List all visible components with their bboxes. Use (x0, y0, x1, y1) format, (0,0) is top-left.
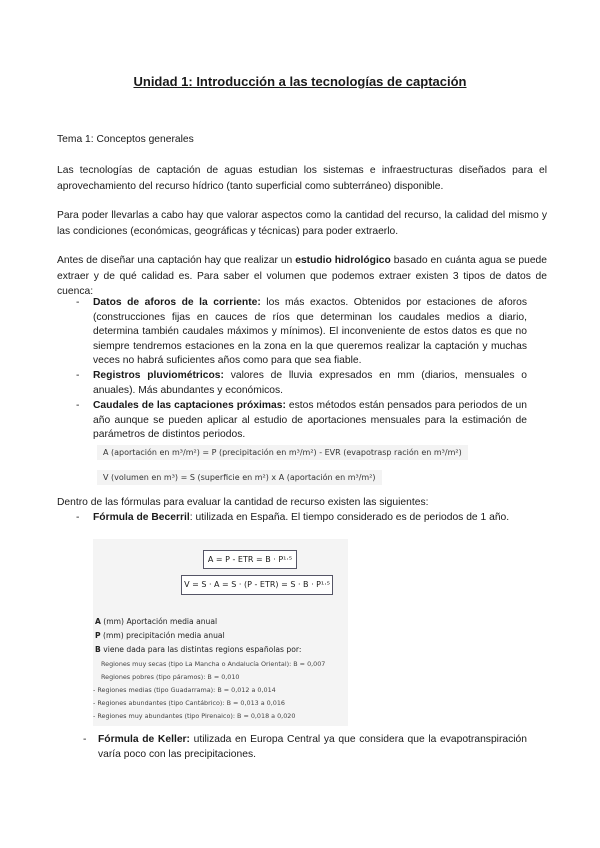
formula-volumen: V (volumen en m³) = S (superficie en m²) x A (aportación en m³/m²) (97, 470, 382, 485)
becerril-bold: Fórmula de Becerril (93, 512, 190, 523)
region-item (93, 699, 285, 707)
legend-text: (mm) precipitación media anual (100, 631, 225, 640)
bullet-dash: - (76, 370, 80, 381)
formula-aportacion: A (aportación en m³/m²) = P (precipitación en m³/m²) - EVR (evapotrasp ración en m³/m²) (97, 445, 468, 460)
region-dash: - (93, 686, 96, 694)
region-dash: - (93, 712, 96, 720)
list-item-text: valores de lluvia expresados en mm (diarios, mensuales o anuales). Más abundantes y económicos. (93, 370, 527, 396)
list-item-text: estos métodos están pensados para periodos de un año aunque se pueden aplicar al estudio de aportaciones mensuales para la estimación de parámetros de distintos periodos. (93, 400, 527, 440)
legend-text: (mm) Aportación media anual (100, 617, 218, 626)
region-item (93, 686, 276, 694)
bullet-dash: - (76, 297, 80, 308)
bullet-dash: - (76, 512, 80, 523)
region-item: Regiones pobres (tipo páramos): B = 0,010 (101, 673, 240, 681)
list-item-bold: Registros pluviométricos: (93, 370, 224, 381)
equation-box-1: A = P - ETR = B · P¹·⁵ (203, 550, 297, 569)
paragraph-3-post: basado en cuánta agua se puede extraer y de qué calidad es. Para saber el volumen que podemos extraer existen 3 tipos de datos de cuenca: (57, 255, 547, 297)
legend-item (95, 645, 301, 654)
list-item (93, 369, 527, 398)
page-title: Unidad 1: Introducción a las tecnologías de captación (133, 74, 467, 89)
list-item-keller (98, 733, 527, 762)
paragraph-2: Para poder llevarlas a cabo hay que valorar aspectos como la cantidad del recurso, la calidad del mismo y las condiciones (económicas, geográficas y técnicas) para poder extraerlo. (57, 210, 547, 237)
becerril-formula-figure (93, 539, 348, 726)
legend-symbol: A (95, 617, 101, 626)
legend-text: viene dada para las distintas regions españolas por: (100, 645, 302, 654)
becerril-text: : utilizada en España. El tiempo considerado es de periodos de 1 año. (189, 512, 510, 523)
region-text: Regiones abundantes (tipo Cantábrico): B = 0,013 a 0,016 (97, 699, 285, 707)
paragraph-4: Dentro de las fórmulas para evaluar la cantidad de recurso existen las siguientes: (57, 497, 429, 508)
list-item-becerril (93, 511, 527, 526)
legend-item (95, 617, 217, 626)
legend-symbol: B (95, 645, 101, 654)
legend-symbol: P (95, 631, 101, 640)
region-text: Regiones muy abundantes (tipo Pirenaico): B = 0,018 a 0,020 (97, 712, 296, 720)
region-dash: - (93, 699, 96, 707)
list-item (93, 399, 527, 443)
list-item (93, 296, 527, 369)
region-item (93, 712, 295, 720)
bullet-dash: - (76, 400, 80, 411)
bullet-dash: - (83, 734, 87, 745)
paragraph-3 (57, 253, 547, 300)
region-item: Regiones muy secas (tipo La Mancha o Andalucía Oriental): B = 0,007 (101, 660, 326, 668)
subtitle: Tema 1: Conceptos generales (57, 134, 194, 145)
paragraph-1: Las tecnologías de captación de aguas estudian los sistemas e infraestructuras diseñados para el aprovechamiento del recurso hídrico (tanto superficial como subterráneo) disponible. (57, 165, 547, 192)
paragraph-3-bold: estudio hidrológico (295, 255, 391, 266)
paragraph-3-pre: Antes de diseñar una captación hay que realizar un (57, 255, 296, 266)
list-item-text: los más exactos. Obtenidos por estaciones de aforos (construcciones fijas en cauces de ríos que determinan los caudales medios a diario, determina también caudales máximos y mínimos). El inconveniente de estos datos es que no siempre tendremos estaciones en la zona en la que queremos realizar la captación y muchas veces no habrá suficientes años como para que sea fiable. (93, 297, 527, 366)
region-text: Regiones medias (tipo Guadarrama): B = 0,012 a 0,014 (97, 686, 276, 694)
keller-bold: Fórmula de Keller: (98, 734, 190, 745)
keller-text: utilizada en Europa Central ya que considera que la evapotranspiración varía poco con las precipitaciones. (98, 734, 528, 760)
equation-box-2: V = S · A = S · (P - ETR) = S · B · P¹·⁵ (181, 575, 333, 595)
legend-item (95, 631, 225, 640)
list-item-bold: Datos de aforos de la corriente: (93, 297, 261, 308)
list-item-bold: Caudales de las captaciones próximas: (93, 400, 286, 411)
